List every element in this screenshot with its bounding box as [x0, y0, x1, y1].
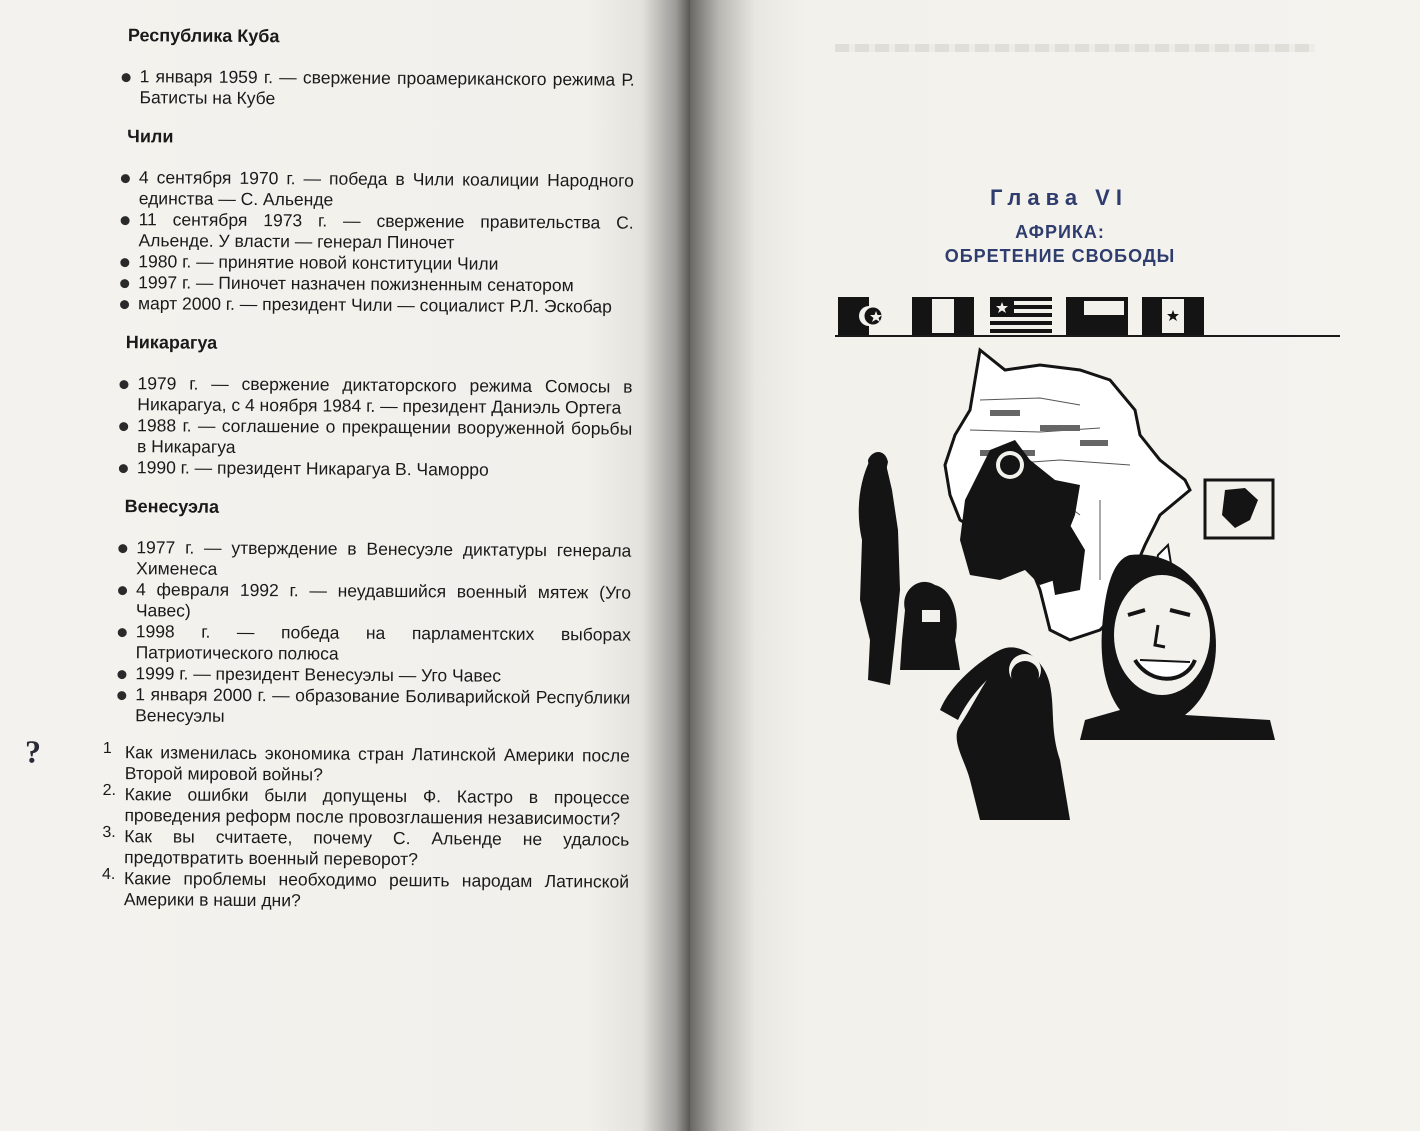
- section-venezuela: [105, 496, 632, 730]
- chapter-number: Глава VI: [990, 185, 1128, 210]
- bullet-icon: [117, 691, 126, 700]
- bullet-icon: [119, 380, 128, 389]
- question-item: 2. Какие ошибки были допущены Ф. Кастро в процессе проведения реформ после провозглашения независимости?: [102, 781, 630, 829]
- list-item: 11 сентября 1973 г. — свержение правительства С. Альенде. У власти — генерал Пиночет: [108, 209, 633, 255]
- list-item: 1997 г. — Пиночет назначен пожизненным сенатором: [108, 272, 633, 297]
- section-heading: Никарагуа: [125, 332, 218, 353]
- flag-star-icon: [1142, 297, 1204, 335]
- bullet-icon: [122, 73, 131, 82]
- bullet-icon: [118, 628, 127, 637]
- chapter-title-line1: АФРИКА:: [1015, 222, 1105, 242]
- list-item: 1979 г. — свержение диктаторского режима Сомосы в Никарагуа, с 4 ноября 1984 г. — президент Даниэль Ортега: [107, 373, 632, 419]
- flag-tricolor-icon: [912, 297, 974, 335]
- section-heading: Чили: [127, 126, 174, 147]
- list-item: 4 февраля 1992 г. — неудавшийся военный мятеж (Уго Чавес): [106, 579, 631, 625]
- question-item: 4. Какие проблемы необходимо решить народам Латинской Америки в наши дни?: [102, 865, 630, 911]
- list-item: 1 января 1959 г. — свержение проамериканского режима Р. Батисты на Кубе: [109, 66, 634, 112]
- africa-collage-illustration: [840, 340, 1290, 835]
- section-cuba: [109, 25, 635, 112]
- bullet-icon: [118, 586, 127, 595]
- list-item: 1977 г. — утверждение в Венесуэле диктатуры генерала Хименеса: [106, 537, 631, 583]
- bullet-icon: [121, 216, 130, 225]
- list-item: 4 сентября 1970 г. — победа в Чили коалиции Народного единства — С. Альенде: [109, 167, 634, 213]
- section-chile: [108, 126, 634, 318]
- question-mark-icon: ?: [24, 733, 42, 770]
- bullet-icon: [120, 300, 129, 309]
- flag-algeria-icon: [838, 297, 900, 335]
- question-item: 1 Как изменилась экономика стран Латинской Америки после Второй мировой войны?: [102, 739, 630, 785]
- chapter-title-line2: ОБРЕТЕНИЕ СВОБОДЫ: [944, 246, 1176, 266]
- bullet-icon: [119, 464, 128, 473]
- list-item: март 2000 г. — президент Чили — социалист Р.Л. Эскобар: [108, 293, 633, 318]
- section-nicaragua: [107, 332, 633, 482]
- bullet-icon: [121, 174, 130, 183]
- bullet-icon: [118, 544, 127, 553]
- bullet-icon: [117, 670, 126, 679]
- section-heading: Венесуэла: [124, 496, 220, 517]
- section-heading: Республика Куба: [127, 25, 280, 47]
- bullet-icon: [120, 279, 129, 288]
- list-item: 1 января 2000 г. — образование Боливарийской Республики Венесуэлы: [105, 684, 630, 730]
- flag-bicolor-icon: [1066, 297, 1128, 335]
- bullet-icon: [119, 422, 128, 431]
- list-item: 1988 г. — соглашение о прекращении вооруженной борьбы в Никарагуа: [107, 415, 632, 461]
- list-item: 1999 г. — президент Венесуэлы — Уго Чавес: [105, 663, 630, 688]
- questions-block: [24, 733, 630, 914]
- collage-top-rule: [835, 335, 1340, 337]
- question-item: 3. Как вы считаете, почему С. Альенде не удалось предотвратить военный переворот?: [102, 823, 630, 870]
- list-item: 1990 г. — президент Никарагуа В. Чаморро: [107, 457, 632, 482]
- bullet-icon: [120, 258, 129, 267]
- list-item: 1998 г. — победа на парламентских выборах Патриотического полюса: [106, 621, 631, 667]
- running-header-rule: [835, 44, 1315, 52]
- left-page-content: [24, 25, 635, 914]
- list-item: 1980 г. — принятие новой конституции Чили: [108, 251, 633, 276]
- flag-striped-icon: [990, 297, 1052, 335]
